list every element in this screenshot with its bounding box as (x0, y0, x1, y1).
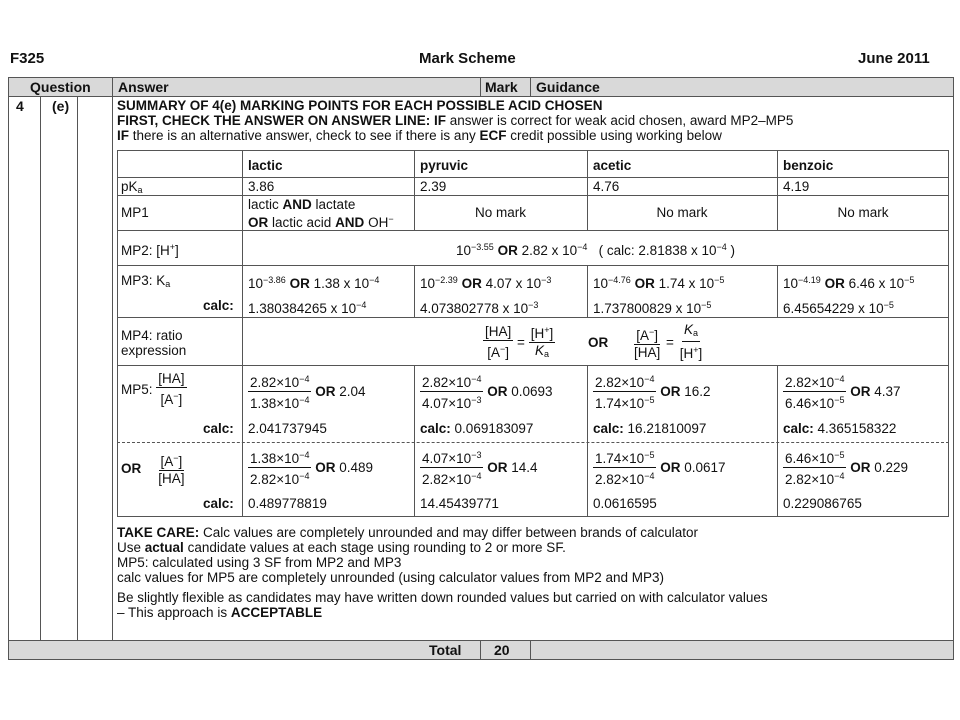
mp5b-or: OR (850, 460, 871, 475)
mp5b-denominator (783, 468, 846, 488)
col-mark: Mark (485, 79, 518, 95)
acid-pyruvic: pyruvic (420, 158, 469, 173)
mp3-val-exp: −4 (369, 275, 380, 285)
mp5-den-exp: −3 (471, 395, 482, 405)
mp3-calc-label: calc: (203, 298, 234, 313)
mp5-num-exp: −4 (299, 374, 310, 384)
mp5-label-ha: [HA] (158, 371, 185, 386)
mp3-calc-val: 1.380384265 x 10 (248, 301, 357, 316)
mp5-cell (593, 371, 711, 412)
mp5b-calc-value (420, 496, 499, 511)
mp5-denominator (593, 392, 656, 412)
summary-title: SUMMARY OF 4(e) MARKING POINTS FOR EACH POSSIBLE ACID CHOSEN (117, 98, 603, 113)
mp5b-label-a-sup: − (173, 453, 179, 463)
mp4-a2-text: [A (636, 327, 649, 343)
mp5b-num-exp: −4 (299, 450, 310, 460)
mp1-oh: OH (368, 215, 389, 230)
mp5b-result: 0.229 (874, 460, 909, 475)
mp3-calc-val: 1.737800829 x 10 (593, 301, 702, 316)
mp3-calc-val: 4.073802778 x 10 (420, 301, 529, 316)
document-date: June 2011 (858, 50, 930, 67)
mp5-den-text: 4.07×10 (422, 396, 472, 411)
mp5-numerator (593, 371, 656, 392)
mp5-label-a-close: ] (178, 392, 183, 407)
mp5-cell (248, 371, 366, 412)
mp5b-calc-number: 0.229086765 (783, 496, 862, 511)
mp5b-denominator (248, 468, 311, 488)
pka-label (121, 179, 143, 198)
notes-block (117, 525, 947, 620)
mp2-b-exp: −4 (577, 242, 588, 252)
mp5b-or: OR (660, 460, 681, 475)
mp5-result: 2.04 (339, 384, 366, 399)
mp5b-num-text: 4.07×10 (422, 451, 472, 466)
mp2-exp: −3.55 (471, 242, 494, 252)
mp5-fraction (593, 371, 656, 412)
mp5b-num-exp: −5 (644, 450, 655, 460)
mp5-calc-prefix: calc: (783, 421, 814, 436)
document-title: Mark Scheme (419, 50, 516, 67)
mp5b-denominator (593, 468, 656, 488)
mp5-num-text: 2.82×10 (422, 375, 472, 390)
mp5-num-text: 2.82×10 (250, 375, 300, 390)
mp5b-numerator (593, 447, 656, 468)
mp5-result: 0.0693 (511, 384, 553, 399)
question-number: 4 (16, 98, 24, 114)
pka-pyruvic: 2.39 (420, 179, 447, 194)
total-row (9, 641, 953, 659)
mp5-fraction (783, 371, 846, 412)
mp3-exp: −2.39 (435, 275, 458, 285)
mp5b-num-exp: −3 (471, 450, 482, 460)
mp5-calc-number: 0.069183097 (454, 421, 534, 436)
mp5b-or: OR (121, 461, 142, 476)
mp1-benzoic: No mark (837, 205, 889, 220)
mp5-fraction (420, 371, 483, 412)
total-marks: 20 (494, 642, 510, 658)
mp5-den-text: 1.74×10 (595, 396, 645, 411)
mp3-calc-exp: −5 (883, 300, 894, 310)
note-1 (117, 525, 947, 540)
mp4-hp-2 (678, 342, 705, 362)
check-answer-heading: FIRST, CHECK THE ANSWER ON ANSWER LINE: (117, 113, 431, 128)
note-3: MP5: calculated using 3 SF from MP2 and MP3 (117, 555, 402, 570)
mp4-a-sup: − (500, 343, 506, 354)
mp5-calc-prefix: calc: (420, 421, 451, 436)
mp4-ka-text: K (534, 343, 544, 358)
mp5b-cell (248, 447, 373, 488)
mp5b-calc-number: 14.45439771 (420, 496, 499, 511)
mp5-or: OR (850, 384, 871, 399)
summary-line-3-end: credit possible using working below (510, 128, 722, 143)
mp5-result: 4.37 (874, 384, 901, 399)
mp3-ten: 10 (420, 276, 436, 291)
mp5b-fraction (248, 447, 311, 488)
mp5b-calc-label: calc: (203, 496, 234, 511)
mp5-or: OR (660, 384, 681, 399)
mp4-frac-1 (483, 324, 513, 361)
mp5b-numerator (248, 447, 311, 468)
mp5b-label-a-close: ] (178, 454, 183, 469)
mp4-expression-2 (632, 322, 704, 362)
mp5b-calc-value (783, 496, 862, 511)
mp3-lactic-calc (248, 298, 366, 316)
pka-label-sub: a (137, 185, 143, 195)
mp4-a (485, 341, 511, 361)
col-guidance: Guidance (536, 79, 600, 95)
mp5-calc-label: calc: (203, 421, 234, 436)
mp3-val: 6.46 x 10 (848, 276, 905, 291)
mp5b-calc-number: 0.489778819 (248, 496, 327, 511)
mp3-label-sub: a (165, 279, 171, 289)
mp3-acetic-calc (593, 298, 711, 316)
mp5-numerator (248, 371, 311, 392)
note-2-b: actual (144, 540, 184, 555)
mp2-or: OR (497, 243, 518, 258)
mp5-den-text: 6.46×10 (785, 396, 835, 411)
summary-line-2-text: answer is correct for weak acid chosen, award MP2–MP5 (449, 113, 794, 128)
mp3-lactic (248, 273, 379, 291)
mp4-a-text: [A (487, 344, 500, 360)
total-label: Total (429, 642, 462, 658)
mp5-label-a-text: [A (160, 392, 174, 407)
summary-line-3-text: there is an alternative answer, check to see if there is any (132, 128, 476, 143)
mp5b-den-text: 2.82×10 (422, 472, 472, 487)
mp5-or: OR (315, 384, 336, 399)
ecf-label: ECF (479, 128, 507, 143)
mp5b-or: OR (315, 460, 336, 475)
mp5b-calc-number: 0.0616595 (593, 496, 657, 511)
mp3-val: 1.74 x 10 (658, 276, 715, 291)
mp5-label-frac (156, 371, 186, 408)
pka-lactic: 3.86 (248, 179, 275, 194)
mp5b-numerator (783, 447, 846, 468)
mp5b-label-frac (156, 450, 186, 487)
mp1-lactic-word: lactic (248, 197, 279, 212)
mp4-or: OR (588, 335, 609, 350)
mp4-hp (529, 322, 556, 343)
mp3-label-text: MP3: K (121, 273, 166, 288)
mp5-calc-value (420, 421, 533, 436)
note-1-text: Calc values are completely unrounded and may differ between brands of calculator (203, 525, 699, 540)
mp3-or: OR (634, 276, 655, 291)
question-part: (e) (52, 98, 70, 114)
mp3-calc-val: 6.45654229 x 10 (783, 301, 884, 316)
mp5b-result: 14.4 (511, 460, 538, 475)
mp5-calc-value (593, 421, 706, 436)
mp5b-numerator (420, 447, 483, 468)
mp4-expression-1 (483, 322, 555, 362)
mp4-equals: = (517, 334, 525, 350)
mp5b-den-exp: −4 (834, 471, 845, 481)
mp5b-calc-value (593, 496, 657, 511)
mp3-exp: −3.86 (263, 275, 286, 285)
mp5b-cell (783, 447, 908, 488)
mp2-b: 2.82 x 10 (521, 243, 578, 258)
mp3-benzoic (783, 273, 914, 291)
mp4-frac-4 (678, 322, 705, 362)
note-6-a: – This approach is (117, 605, 228, 620)
mp3-calc-exp: −5 (701, 300, 712, 310)
mp5-calc-prefix: calc: (593, 421, 624, 436)
mp5-numerator (420, 371, 483, 392)
mp5-num-text: 2.82×10 (785, 375, 835, 390)
mp5b-result: 0.489 (339, 460, 374, 475)
mp4-ka-2 (682, 322, 700, 342)
mp5-den-exp: −5 (644, 395, 655, 405)
mp5-num-exp: −4 (834, 374, 845, 384)
mp4-hp-close: ] (549, 326, 554, 341)
mp4-a2-close: ] (654, 327, 659, 343)
mp1-pyruvic: No mark (474, 205, 526, 220)
mp4-ha: [HA] (485, 323, 512, 339)
mp5-num-text: 2.82×10 (595, 375, 645, 390)
mp1-lactic (248, 197, 394, 230)
mp5-result: 16.2 (684, 384, 711, 399)
mp5-num-exp: −4 (471, 374, 482, 384)
mp1-lactic-acid: lactic acid (272, 215, 332, 230)
mp5-den-text: 1.38×10 (250, 396, 300, 411)
mp2-base: 10 (456, 243, 472, 258)
acid-benzoic: benzoic (783, 158, 834, 173)
if-label: IF (434, 113, 447, 128)
summary-block (117, 98, 937, 143)
mp1-and: AND (282, 197, 312, 212)
mp3-pyruvic (420, 273, 551, 291)
mp4-ka2-text: K (683, 322, 693, 337)
mp4-hp2-text: [H (679, 346, 694, 361)
note-6 (117, 605, 947, 620)
mp1-acetic: No mark (656, 205, 708, 220)
mp3-pyruvic-calc (420, 298, 538, 316)
mp3-ten: 10 (593, 276, 609, 291)
mp4-frac-3 (632, 324, 662, 361)
mp5b-den-exp: −4 (299, 471, 310, 481)
mp5b-denominator (420, 468, 483, 488)
mp2-label-end: ] (175, 243, 179, 258)
mp3-or: OR (461, 276, 482, 291)
mp4-hp2-sup: + (693, 345, 699, 355)
mp1-oh-sup: − (388, 214, 394, 224)
mp4-hp2-close: ] (698, 346, 703, 361)
mp5-denominator (783, 392, 846, 412)
document-code: F325 (10, 50, 45, 67)
mp5-numerator (783, 371, 846, 392)
mp5-den-exp: −5 (834, 395, 845, 405)
mp4-ka-sub: a (543, 349, 549, 359)
mp2-calc-end: ) (726, 243, 736, 258)
mp3-benzoic-calc (783, 298, 894, 316)
note-2 (117, 540, 947, 555)
mp5-calc-value (783, 421, 896, 436)
mp5b-den-text: 2.82×10 (595, 472, 645, 487)
mp5b-cell (420, 447, 538, 488)
mp5b-fraction (593, 447, 656, 488)
pka-label-text: pK (121, 179, 138, 194)
mp1-label: MP1 (121, 205, 149, 220)
mp5b-num-exp: −5 (834, 450, 845, 460)
mp5b-num-text: 1.74×10 (595, 451, 645, 466)
mp5-denominator (248, 392, 311, 412)
mp4-ka2-sub: a (692, 328, 698, 338)
mp1-lactate: lactate (315, 197, 356, 212)
mp3-acetic (593, 273, 724, 291)
mp5b-fraction (783, 447, 846, 488)
mp5b-den-text: 2.82×10 (250, 472, 300, 487)
acceptable-label: ACCEPTABLE (230, 605, 323, 620)
mp2-calc-exp: −4 (716, 242, 727, 252)
mp5b-den-exp: −4 (644, 471, 655, 481)
mp1-or: OR (248, 215, 269, 230)
mp5b-label-ha: [HA] (158, 471, 185, 486)
mp3-val: 4.07 x 10 (485, 276, 542, 291)
mp5-label (121, 371, 187, 408)
mp4-hp-text: [H (530, 326, 545, 341)
mp4-label-2: expression (121, 343, 187, 358)
note-2-c: candidate values at each stage using rounding to 2 or more SF. (187, 540, 566, 555)
mp5-fraction (248, 371, 311, 412)
mp2-value (456, 240, 735, 258)
take-care-label: TAKE CARE: (117, 525, 200, 540)
mp5-cell (783, 371, 901, 412)
mp3-exp: −4.76 (608, 275, 631, 285)
mp3-val-exp: −5 (904, 275, 915, 285)
mp5b-calc-value (248, 496, 327, 511)
mp4-label (121, 328, 186, 358)
mp5-label-a-sup: − (173, 391, 179, 401)
mp2-calc: ( calc: 2.81838 x 10 (598, 243, 717, 258)
mp3-val: 1.38 x 10 (313, 276, 370, 291)
mp4-ka (533, 343, 551, 362)
mp4-a2-sup: − (649, 326, 655, 337)
mp5b-or: OR (487, 460, 508, 475)
mp5b-num-text: 6.46×10 (785, 451, 835, 466)
mp5-den-exp: −4 (299, 395, 310, 405)
mp5-denominator (420, 392, 483, 412)
mp3-or: OR (289, 276, 310, 291)
mp4-a-2 (634, 324, 660, 345)
mp5-num-exp: −4 (644, 374, 655, 384)
mp5b-label (121, 450, 187, 487)
mp2-label (121, 240, 179, 258)
mp4-ha-2: [HA] (634, 344, 661, 360)
note-4: calc values for MP5 are completely unrounded (using calculator values from MP2 and MP3) (117, 570, 665, 585)
pka-acetic: 4.76 (593, 179, 620, 194)
mp5b-den-exp: −4 (471, 471, 482, 481)
mp5-calc-number: 4.365158322 (817, 421, 897, 436)
acid-acetic: acetic (593, 158, 632, 173)
mp4-label-1: MP4: ratio (121, 328, 183, 343)
mp5-cell (420, 371, 553, 412)
mp4-equals-2: = (666, 334, 674, 350)
mp5b-num-text: 1.38×10 (250, 451, 300, 466)
mp3-calc-exp: −3 (528, 300, 539, 310)
if-label-2: IF (117, 128, 129, 143)
mp3-ten: 10 (783, 276, 799, 291)
pka-benzoic: 4.19 (783, 179, 810, 194)
mp5-or: OR (487, 384, 508, 399)
mp5b-result: 0.0617 (684, 460, 726, 475)
summary-line-3 (117, 128, 937, 143)
note-2-a: Use (117, 540, 142, 555)
mp5-calc-number: 16.21810097 (627, 421, 707, 436)
mp3-calc-exp: −4 (356, 300, 367, 310)
mp5b-den-text: 2.82×10 (785, 472, 835, 487)
mp5-label-a (159, 388, 185, 408)
col-question: Question (30, 79, 91, 95)
mp3-exp: −4.19 (798, 275, 821, 285)
mp5b-label-a-text: [A (160, 454, 174, 469)
mp3-label (121, 273, 170, 292)
mp5-label-text: MP5: (121, 382, 153, 397)
mp4-a-close: ] (505, 344, 510, 360)
mp5b-fraction (420, 447, 483, 488)
mp3-ten: 10 (248, 276, 264, 291)
mp1-and-2: AND (335, 215, 365, 230)
mp4-frac-2 (529, 322, 556, 362)
mp2-label-text: MP2: [H (121, 243, 170, 258)
acid-lactic: lactic (248, 158, 283, 173)
mp3-val-exp: −5 (714, 275, 725, 285)
note-5: Be slightly flexible as candidates may have written down rounded values but carried on with calculator values (117, 590, 768, 605)
mp2-label-sup: + (169, 242, 176, 252)
mp4-hp-sup: + (544, 325, 550, 335)
mp5-calc-number: 2.041737945 (248, 421, 327, 436)
mp5-calc-value (248, 421, 327, 436)
mp3-val-exp: −3 (541, 275, 552, 285)
col-answer: Answer (118, 79, 169, 95)
mp5b-cell (593, 447, 726, 488)
mp3-or: OR (824, 276, 845, 291)
mp5b-label-a (159, 450, 185, 471)
summary-line-2 (117, 113, 937, 128)
